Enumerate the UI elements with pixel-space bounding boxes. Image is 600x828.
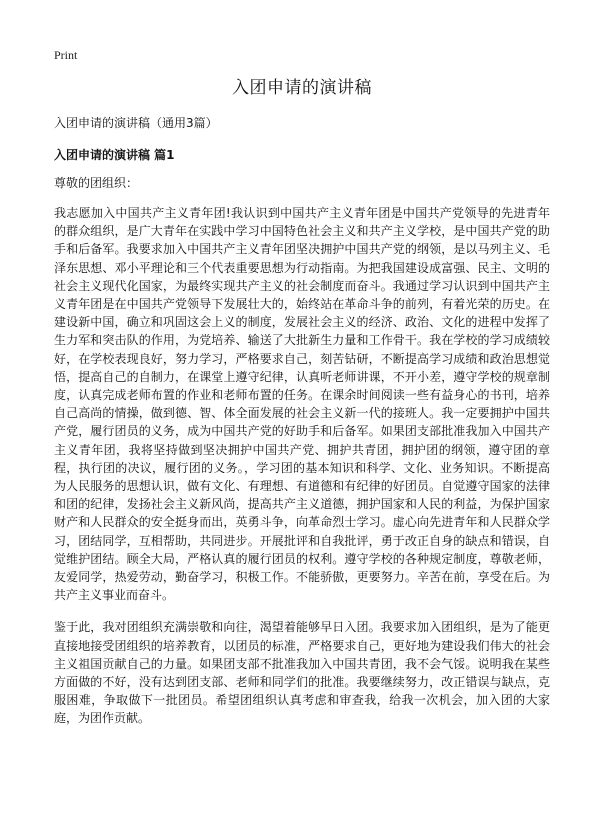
document-body (54, 76, 550, 742)
document-subtitle: 入团申请的演讲稿（通用3篇） (54, 116, 218, 130)
page-title: 入团申请的演讲稿 (232, 78, 372, 98)
section-heading: 入团申请的演讲稿 篇1 (54, 148, 175, 162)
body-paragraph-2: 鉴于此，我对团组织充满崇敬和向往，渴望着能够早日入团。我要求加入团组织，是为了能更直接地接受团组织的培养教育，以团员的标准，严格要求自己，更好地为建设我们伟大的社会主义祖国贡献自己的力量。如果团支部不批准我加入中国共青团，我不会气馁。说明我在某些方面做的不好，没有达到团支部、老师和同学们的批准。我要继续努力，改正错误与缺点，克服困难，争取做下一批团员。希望团组织认真考虑和审查我，给我一次机会，加入团的大家庭，为团作贡献。 (54, 620, 550, 726)
greeting-line: 尊敬的团组织： (54, 176, 139, 190)
print-link[interactable]: Print (54, 48, 78, 62)
body-paragraph-1: 我志愿加入中国共产主义青年团!我认识到中国共产主义青年团是中国共产党领导的先进青年的群众组织，是广大青年在实践中学习中国特色社会主义和共产主义学校，是中国共产党的助手和后备军。我要求加入中国共产主义青年团坚决拥护中国共产党的纲领，是以马列主义、毛泽东思想、邓小平理论和三个代表重要思想为行动指南。为把我国建设成富强、民主、文明的社会主义现代化国家，为最终实现共产主义的社会制度而奋斗。我通过学习认识到中国共产主义青年团是在中国共产党领导下发展壮大的，始终站在革命斗争的前列，有着光荣的历史。在建设新中国，确立和巩固这会上义的制度，发展社会主义的经济、政治、文化的进程中发挥了生力军和突击队的作用，为党培养、输送了大批新生力量和工作骨干。我在学校的学习成绩较好，在学校表现良好，努力学习，严格要求自己，刻苦钻研，不断提高学习成绩和政治思想觉悟，提高自己的自制力，在课堂上遵守纪律，认真听老师讲课，不开小差，遵守学校的规章制度，认真完成老师布置的作业和老师布置的任务。在课余时间阅读一些有益身心的书刊，培养自己高尚的情操，做到德、智、体全面发展的社会主义新一代的接班人。我一定要拥护中国共产党，履行团员的义务，成为中国共产党的好助手和后备军。如果团支部批准我加入中国共产主义青年团，我将坚持做到坚决拥护中国共产党、拥护共青团，拥护团的纲领，遵守团的章程，执行团的决议，履行团的义务。，学习团的基本知识和科学、文化、业务知识。不断提高为人民服务的思想认识，做有文化、有理想、有道德和有纪律的好团员。自觉遵守国家的法律和团的纪律，发扬社会主义新风尚，提高共产主义道德，拥护国家和人民的利益，为保护国家财产和人民群众的安全挺身而出，英勇斗争，向革命烈士学习。虚心向先进青年和人民群众学习，团结同学，互相帮助，共同进步。开展批评和自我批评，勇于改正自身的缺点和错误，自觉维护团结。顾全大局，严格认真的履行团员的权利。遵守学校的各种规定制度，尊敬老师，友爱同学，热爱劳动，勤奋学习，积极工作。不能骄傲，更要努力。辛苦在前，享受在后。为共产主义事业而奋斗。 (54, 206, 550, 603)
